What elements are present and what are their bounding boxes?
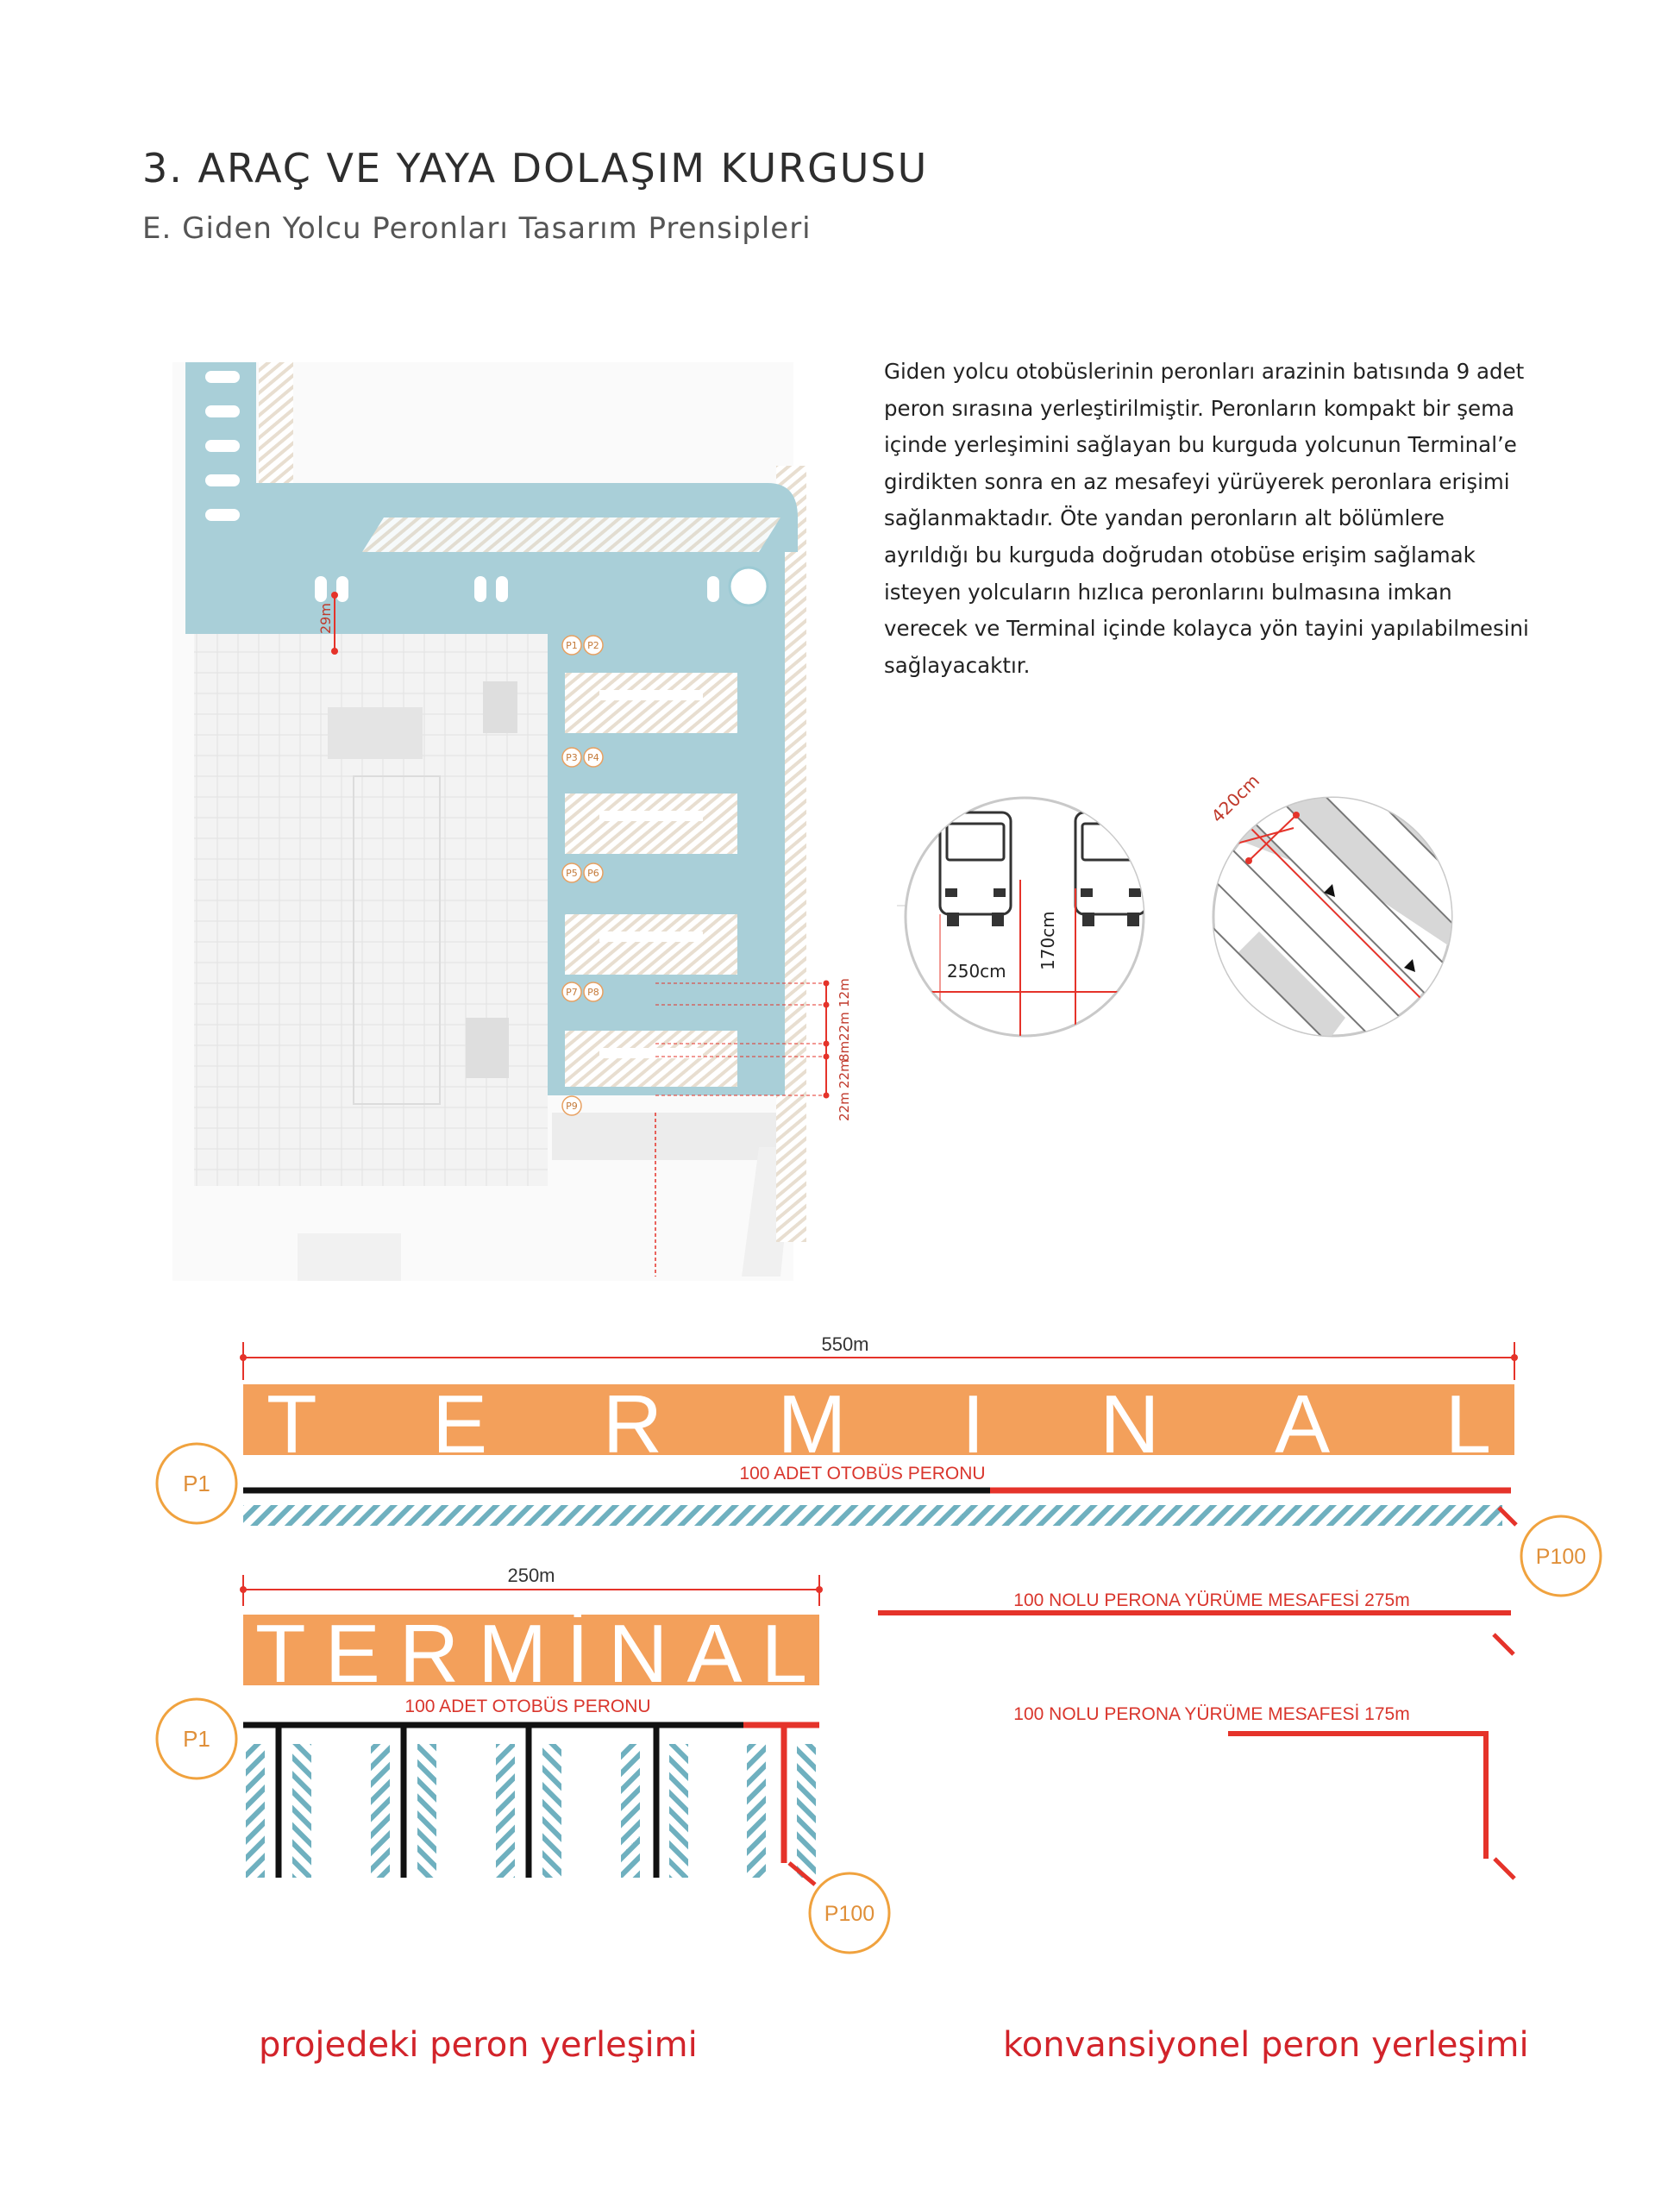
platform-count-label-top: 100 ADET OTOBÜS PERONU — [739, 1464, 986, 1484]
walk-distance-275-label: 100 NOLU PERONA YÜRÜME MESAFESİ 275m — [1013, 1590, 1410, 1610]
dimension-label-250: 250m — [507, 1565, 555, 1586]
description-line: isteyen yolcuların hızlıca peronlarını bulmasına imkan — [884, 579, 1452, 605]
platform-rows — [246, 1728, 816, 1885]
platform-label: P9 — [566, 1101, 578, 1112]
plan-block — [466, 1018, 509, 1078]
p100-label-top: P100 — [1535, 1545, 1587, 1569]
page-subtitle: E. Giden Yolcu Peronları Tasarım Prensipleri — [142, 211, 812, 246]
bus-front-icon — [940, 812, 1011, 926]
platform-label: P4 — [587, 752, 599, 763]
dimension-label: 22m — [837, 1059, 852, 1088]
platform-label: P6 — [587, 868, 599, 879]
walk-distance-175-label: 100 NOLU PERONA YÜRÜME MESAFESİ 175m — [1013, 1704, 1410, 1724]
bus-gap-label: 170cm — [1037, 911, 1058, 970]
description-line: verecek ve Terminal içinde kolayca yön tayini yapılabilmesini — [884, 616, 1529, 642]
dimension-label: 22m — [837, 1012, 852, 1041]
platform-label: P2 — [587, 640, 599, 651]
page-title: 3. ARAÇ VE YAYA DOLAŞIM KURGUSU — [142, 145, 929, 191]
plan-block — [552, 1113, 785, 1160]
terminal-label-long: TERMINAL — [266, 1378, 1491, 1471]
platform-label: P3 — [566, 752, 578, 763]
platform-label: P7 — [566, 987, 578, 998]
platform-hatch-long — [243, 1505, 1502, 1526]
bus-width-label: 250cm — [947, 961, 1006, 982]
conventional-diagram — [157, 1333, 1601, 1654]
caption-project: projedeki peron yerleşimi — [259, 2025, 698, 2065]
terminal-label-short: TERMİNAL — [255, 1608, 807, 1700]
description-line: girdikten sonra en az mesafeyi yürüyerek peronlara erişimi — [884, 468, 1510, 494]
caption-conventional: konvansiyonel peron yerleşimi — [1003, 2025, 1529, 2065]
description-line: ayrıldığı bu kurguda doğrudan otobüse erişim sağlamak — [884, 542, 1476, 568]
platform-label: P5 — [566, 868, 578, 879]
dimension-label: 12m — [837, 978, 852, 1007]
parking-strip — [362, 518, 780, 552]
access-road — [185, 483, 798, 634]
description-line: içinde yerleşimini sağlayan bu kurguda yolcunun Terminal’e — [884, 432, 1517, 458]
p100-label-bottom: P100 — [824, 1902, 875, 1926]
plan-block — [483, 681, 517, 733]
dimension-label: 8m — [837, 1040, 852, 1062]
bus-front-icon — [1075, 812, 1146, 926]
description-line: peron sırasına yerleştirilmiştir. Peronların kompakt bir şema — [884, 395, 1514, 421]
platform-label: P1 — [566, 640, 578, 651]
angled-width-label: 420cm — [1207, 770, 1264, 827]
platform-count-label-bottom: 100 ADET OTOBÜS PERONU — [404, 1697, 651, 1716]
dimension-label: 22m — [837, 1092, 852, 1121]
description-line: sağlayacaktır. — [884, 652, 1031, 678]
description-line: Giden yolcu otobüslerinin peronları arazinin batısında 9 adet — [884, 359, 1525, 384]
p1-label-top: P1 — [183, 1471, 210, 1496]
dimension-label: 29m — [317, 603, 334, 634]
bus-detail — [897, 747, 1526, 1119]
description-line: sağlanmaktadır. Öte yandan peronların alt bölümlere — [884, 505, 1445, 531]
dimension-label-550: 550m — [821, 1333, 869, 1355]
plan-block — [298, 1233, 401, 1281]
plan-block — [328, 707, 423, 759]
project-diagram — [157, 1565, 1514, 1953]
p1-label-bottom: P1 — [183, 1726, 210, 1752]
roundabout — [730, 568, 768, 605]
site-plan — [172, 362, 852, 1281]
platform-label: P8 — [587, 987, 599, 998]
